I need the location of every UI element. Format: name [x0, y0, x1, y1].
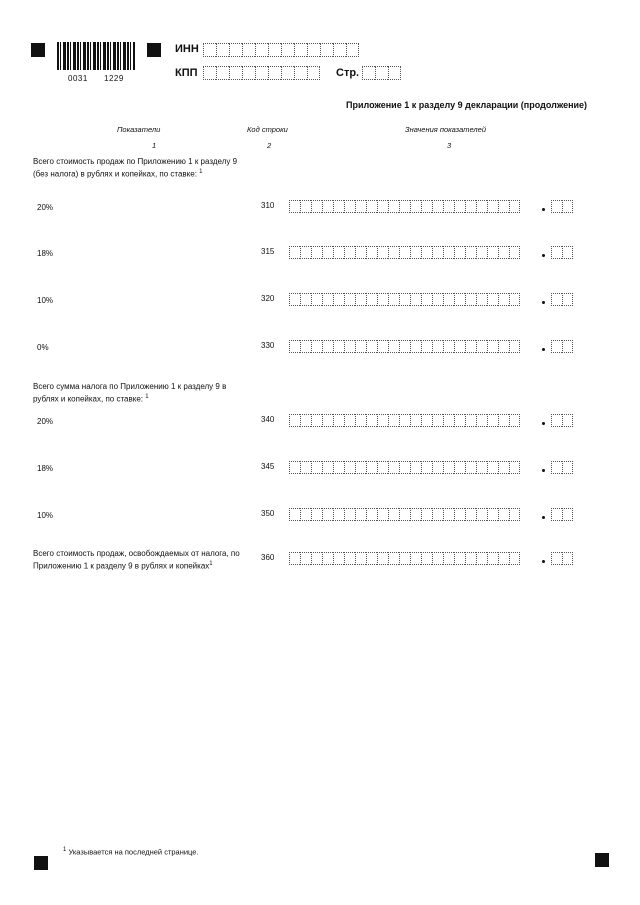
input-cell[interactable] — [399, 508, 410, 521]
input-cell[interactable] — [399, 200, 410, 213]
input-cell[interactable] — [443, 246, 454, 259]
input-cell[interactable] — [311, 246, 322, 259]
row-rate-label: 20% — [37, 203, 54, 212]
input-cell[interactable] — [377, 508, 388, 521]
input-cell[interactable] — [300, 461, 311, 474]
input-cell[interactable] — [562, 293, 573, 306]
input-cell[interactable] — [289, 293, 300, 306]
input-cell[interactable] — [289, 414, 300, 427]
input-cell[interactable] — [307, 66, 320, 80]
input-cell[interactable] — [551, 508, 562, 521]
row-rate-label: 10% — [37, 511, 54, 520]
input-cell[interactable] — [487, 552, 498, 565]
input-cell[interactable] — [346, 43, 359, 57]
input-cell[interactable] — [311, 414, 322, 427]
input-cell[interactable] — [289, 340, 300, 353]
input-cell[interactable] — [432, 552, 443, 565]
sales-group-label: Всего стоимость продаж по Приложению 1 к разделу 9 (без налога) в рублях и копейках, по ставке: $^1$ — [33, 157, 238, 179]
input-cell[interactable] — [377, 293, 388, 306]
rubles-field[interactable] — [289, 552, 520, 565]
barcode-number-left: 0031 — [68, 74, 88, 83]
input-cell[interactable] — [465, 461, 476, 474]
input-cell[interactable] — [311, 200, 322, 213]
input-cell[interactable] — [487, 246, 498, 259]
input-cell[interactable] — [216, 43, 229, 57]
input-cell[interactable] — [375, 66, 388, 80]
kopecks-field[interactable] — [551, 461, 573, 474]
input-cell[interactable] — [443, 552, 454, 565]
rubles-field[interactable] — [289, 200, 520, 213]
input-cell[interactable] — [294, 66, 307, 80]
input-cell[interactable] — [509, 552, 520, 565]
input-cell[interactable] — [399, 552, 410, 565]
input-cell[interactable] — [333, 293, 344, 306]
rubles-field[interactable] — [289, 246, 520, 259]
input-cell[interactable] — [300, 340, 311, 353]
input-cell[interactable] — [311, 461, 322, 474]
rubles-field[interactable] — [289, 508, 520, 521]
input-cell[interactable] — [377, 552, 388, 565]
input-cell[interactable] — [487, 293, 498, 306]
input-cell[interactable] — [443, 340, 454, 353]
input-cell[interactable] — [551, 200, 562, 213]
input-cell[interactable] — [432, 340, 443, 353]
input-cell[interactable] — [229, 43, 242, 57]
input-cell[interactable] — [465, 552, 476, 565]
input-cell[interactable] — [322, 461, 333, 474]
input-cell[interactable] — [216, 66, 229, 80]
input-cell[interactable] — [344, 340, 355, 353]
barcode-number-right: 1229 — [104, 74, 124, 83]
input-cell[interactable] — [399, 246, 410, 259]
input-cell[interactable] — [498, 552, 509, 565]
input-cell[interactable] — [377, 414, 388, 427]
column-header-code: Код строки — [247, 125, 288, 134]
input-cell[interactable] — [465, 340, 476, 353]
row-rate-label: 20% — [37, 417, 54, 426]
input-cell[interactable] — [443, 414, 454, 427]
input-cell[interactable] — [487, 414, 498, 427]
input-cell[interactable] — [366, 340, 377, 353]
input-cell[interactable] — [562, 461, 573, 474]
input-cell[interactable] — [255, 66, 268, 80]
input-cell[interactable] — [388, 293, 399, 306]
inn-field[interactable] — [203, 43, 359, 57]
input-cell[interactable] — [289, 461, 300, 474]
input-cell[interactable] — [333, 552, 344, 565]
input-cell[interactable] — [410, 552, 421, 565]
input-cell[interactable] — [255, 43, 268, 57]
input-cell[interactable] — [300, 246, 311, 259]
input-cell[interactable] — [344, 293, 355, 306]
input-cell[interactable] — [432, 293, 443, 306]
input-cell[interactable] — [421, 508, 432, 521]
decimal-separator — [542, 516, 545, 519]
decimal-separator — [542, 560, 545, 563]
column-number-1: 1 — [152, 141, 157, 150]
input-cell[interactable] — [300, 414, 311, 427]
input-cell[interactable] — [562, 414, 573, 427]
rubles-field[interactable] — [289, 293, 520, 306]
input-cell[interactable] — [476, 340, 487, 353]
input-cell[interactable] — [421, 461, 432, 474]
input-cell[interactable] — [443, 461, 454, 474]
input-cell[interactable] — [454, 340, 465, 353]
input-cell[interactable] — [388, 552, 399, 565]
input-cell[interactable] — [355, 246, 366, 259]
input-cell[interactable] — [487, 508, 498, 521]
input-cell[interactable] — [465, 508, 476, 521]
input-cell[interactable] — [476, 246, 487, 259]
input-cell[interactable] — [333, 508, 344, 521]
input-cell[interactable] — [344, 552, 355, 565]
input-cell[interactable] — [476, 293, 487, 306]
input-cell[interactable] — [388, 461, 399, 474]
input-cell[interactable] — [366, 552, 377, 565]
input-cell[interactable] — [509, 508, 520, 521]
input-cell[interactable] — [476, 508, 487, 521]
input-cell[interactable] — [487, 200, 498, 213]
input-cell[interactable] — [300, 552, 311, 565]
input-cell[interactable] — [432, 461, 443, 474]
input-cell[interactable] — [355, 340, 366, 353]
row-rate-label: 18% — [37, 249, 54, 258]
input-cell[interactable] — [289, 246, 300, 259]
input-cell[interactable] — [562, 340, 573, 353]
input-cell[interactable] — [366, 293, 377, 306]
row-code: 320 — [261, 294, 275, 303]
input-cell[interactable] — [498, 293, 509, 306]
input-cell[interactable] — [562, 552, 573, 565]
column-header-indicators: Показатели — [117, 125, 161, 134]
input-cell[interactable] — [410, 246, 421, 259]
kopecks-field[interactable] — [551, 293, 573, 306]
input-cell[interactable] — [432, 414, 443, 427]
input-cell[interactable] — [454, 461, 465, 474]
page-field[interactable] — [362, 66, 401, 80]
input-cell[interactable] — [300, 200, 311, 213]
input-cell[interactable] — [355, 552, 366, 565]
input-cell[interactable] — [509, 293, 520, 306]
input-cell[interactable] — [421, 200, 432, 213]
column-number-2: 2 — [267, 141, 272, 150]
input-cell[interactable] — [454, 246, 465, 259]
input-cell[interactable] — [355, 461, 366, 474]
input-cell[interactable] — [242, 43, 255, 57]
input-cell[interactable] — [399, 340, 410, 353]
input-cell[interactable] — [388, 414, 399, 427]
column-number-3: 3 — [447, 141, 452, 150]
input-cell[interactable] — [322, 200, 333, 213]
input-cell[interactable] — [476, 200, 487, 213]
input-cell[interactable] — [551, 461, 562, 474]
input-cell[interactable] — [281, 43, 294, 57]
input-cell[interactable] — [322, 246, 333, 259]
input-cell[interactable] — [465, 414, 476, 427]
decimal-separator — [542, 208, 545, 211]
input-cell[interactable] — [410, 508, 421, 521]
input-cell[interactable] — [268, 43, 281, 57]
corner-marker-top-mid — [147, 43, 161, 57]
row-rate-label: 0% — [37, 343, 49, 352]
input-cell[interactable] — [366, 461, 377, 474]
row-code: 340 — [261, 415, 275, 424]
input-cell[interactable] — [443, 293, 454, 306]
input-cell[interactable] — [203, 43, 216, 57]
input-cell[interactable] — [307, 43, 320, 57]
input-cell[interactable] — [487, 340, 498, 353]
row-rate-label: 10% — [37, 296, 54, 305]
input-cell[interactable] — [562, 200, 573, 213]
input-cell[interactable] — [322, 340, 333, 353]
rubles-field[interactable] — [289, 340, 520, 353]
input-cell[interactable] — [377, 340, 388, 353]
input-cell[interactable] — [300, 508, 311, 521]
tax-group-label: Всего сумма налога по Приложению 1 к разделу 9 в рублях и копейках, по ставке: $^1$ — [33, 382, 227, 404]
input-cell[interactable] — [333, 246, 344, 259]
input-cell[interactable] — [311, 552, 322, 565]
input-cell[interactable] — [509, 461, 520, 474]
input-cell[interactable] — [355, 293, 366, 306]
input-cell[interactable] — [410, 461, 421, 474]
input-cell[interactable] — [377, 200, 388, 213]
input-cell[interactable] — [551, 246, 562, 259]
row-code: 360 — [261, 553, 275, 562]
input-cell[interactable] — [311, 340, 322, 353]
kopecks-field[interactable] — [551, 200, 573, 213]
input-cell[interactable] — [454, 414, 465, 427]
input-cell[interactable] — [421, 552, 432, 565]
page-label: Стр. — [336, 67, 360, 79]
input-cell[interactable] — [562, 508, 573, 521]
input-cell[interactable] — [454, 293, 465, 306]
input-cell[interactable] — [377, 246, 388, 259]
input-cell[interactable] — [410, 293, 421, 306]
input-cell[interactable] — [432, 200, 443, 213]
decimal-separator — [542, 469, 545, 472]
input-cell[interactable] — [454, 200, 465, 213]
input-cell[interactable] — [388, 200, 399, 213]
row-code: 350 — [261, 509, 275, 518]
input-cell[interactable] — [362, 66, 375, 80]
input-cell[interactable] — [344, 246, 355, 259]
input-cell[interactable] — [289, 200, 300, 213]
row-code: 345 — [261, 462, 275, 471]
input-cell[interactable] — [229, 66, 242, 80]
footnote: $^1$ Указывается на последней странице. — [63, 847, 199, 857]
input-cell[interactable] — [333, 200, 344, 213]
input-cell[interactable] — [562, 246, 573, 259]
corner-marker-bottom-left — [34, 856, 48, 870]
input-cell[interactable] — [551, 414, 562, 427]
input-cell[interactable] — [399, 414, 410, 427]
decimal-separator — [542, 254, 545, 257]
input-cell[interactable] — [410, 414, 421, 427]
input-cell[interactable] — [432, 246, 443, 259]
input-cell[interactable] — [268, 66, 281, 80]
kopecks-field[interactable] — [551, 552, 573, 565]
input-cell[interactable] — [465, 293, 476, 306]
rubles-field[interactable] — [289, 461, 520, 474]
input-cell[interactable] — [333, 43, 346, 57]
input-cell[interactable] — [476, 552, 487, 565]
kopecks-field[interactable] — [551, 340, 573, 353]
input-cell[interactable] — [322, 414, 333, 427]
input-cell[interactable] — [388, 246, 399, 259]
input-cell[interactable] — [333, 340, 344, 353]
corner-marker-bottom-right — [595, 853, 609, 867]
input-cell[interactable] — [344, 200, 355, 213]
input-cell[interactable] — [498, 508, 509, 521]
input-cell[interactable] — [551, 293, 562, 306]
input-cell[interactable] — [344, 461, 355, 474]
input-cell[interactable] — [366, 508, 377, 521]
input-cell[interactable] — [300, 293, 311, 306]
input-cell[interactable] — [344, 414, 355, 427]
row-code: 315 — [261, 247, 275, 256]
barcode — [57, 42, 135, 70]
input-cell[interactable] — [388, 340, 399, 353]
input-cell[interactable] — [421, 293, 432, 306]
corner-marker-top-left — [31, 43, 45, 57]
input-cell[interactable] — [388, 508, 399, 521]
rubles-field[interactable] — [289, 414, 520, 427]
input-cell[interactable] — [421, 340, 432, 353]
input-cell[interactable] — [454, 552, 465, 565]
input-cell[interactable] — [487, 461, 498, 474]
input-cell[interactable] — [289, 508, 300, 521]
input-cell[interactable] — [320, 43, 333, 57]
kpp-label: КПП — [175, 67, 198, 79]
inn-label: ИНН — [175, 43, 199, 55]
input-cell[interactable] — [322, 293, 333, 306]
input-cell[interactable] — [476, 461, 487, 474]
input-cell[interactable] — [410, 340, 421, 353]
input-cell[interactable] — [476, 414, 487, 427]
input-cell[interactable] — [509, 414, 520, 427]
input-cell[interactable] — [421, 246, 432, 259]
row-rate-label: 18% — [37, 464, 54, 473]
input-cell[interactable] — [294, 43, 307, 57]
input-cell[interactable] — [289, 552, 300, 565]
input-cell[interactable] — [399, 461, 410, 474]
input-cell[interactable] — [322, 552, 333, 565]
input-cell[interactable] — [465, 246, 476, 259]
input-cell[interactable] — [333, 461, 344, 474]
exempt-label: Всего стоимость продаж, освобождаемых от налога, по Приложению 1 к разделу 9 в рублях и копейках$^1$ — [33, 549, 240, 571]
input-cell[interactable] — [366, 200, 377, 213]
input-cell[interactable] — [498, 340, 509, 353]
input-cell[interactable] — [454, 508, 465, 521]
column-header-values: Значения показателей — [405, 125, 487, 134]
input-cell[interactable] — [432, 508, 443, 521]
input-cell[interactable] — [355, 414, 366, 427]
input-cell[interactable] — [281, 66, 294, 80]
input-cell[interactable] — [366, 414, 377, 427]
input-cell[interactable] — [366, 246, 377, 259]
input-cell[interactable] — [498, 200, 509, 213]
page-title: Приложение 1 к разделу 9 декларации (продолжение) — [346, 100, 588, 110]
input-cell[interactable] — [333, 414, 344, 427]
row-code: 330 — [261, 341, 275, 350]
input-cell[interactable] — [465, 200, 476, 213]
input-cell[interactable] — [498, 246, 509, 259]
input-cell[interactable] — [498, 414, 509, 427]
input-cell[interactable] — [355, 200, 366, 213]
input-cell[interactable] — [410, 200, 421, 213]
input-cell[interactable] — [322, 508, 333, 521]
input-cell[interactable] — [311, 508, 322, 521]
decimal-separator — [542, 301, 545, 304]
input-cell[interactable] — [498, 461, 509, 474]
input-cell[interactable] — [203, 66, 216, 80]
input-cell[interactable] — [399, 293, 410, 306]
kopecks-field[interactable] — [551, 414, 573, 427]
input-cell[interactable] — [509, 246, 520, 259]
input-cell[interactable] — [388, 66, 401, 80]
input-cell[interactable] — [344, 508, 355, 521]
input-cell[interactable] — [377, 461, 388, 474]
kopecks-field[interactable] — [551, 508, 573, 521]
input-cell[interactable] — [355, 508, 366, 521]
kpp-field[interactable] — [203, 66, 320, 80]
input-cell[interactable] — [242, 66, 255, 80]
input-cell[interactable] — [421, 414, 432, 427]
input-cell[interactable] — [311, 293, 322, 306]
row-code: 310 — [261, 201, 275, 210]
input-cell[interactable] — [443, 508, 454, 521]
input-cell[interactable] — [509, 340, 520, 353]
decimal-separator — [542, 348, 545, 351]
kopecks-field[interactable] — [551, 246, 573, 259]
input-cell[interactable] — [551, 340, 562, 353]
decimal-separator — [542, 422, 545, 425]
input-cell[interactable] — [551, 552, 562, 565]
input-cell[interactable] — [509, 200, 520, 213]
input-cell[interactable] — [443, 200, 454, 213]
